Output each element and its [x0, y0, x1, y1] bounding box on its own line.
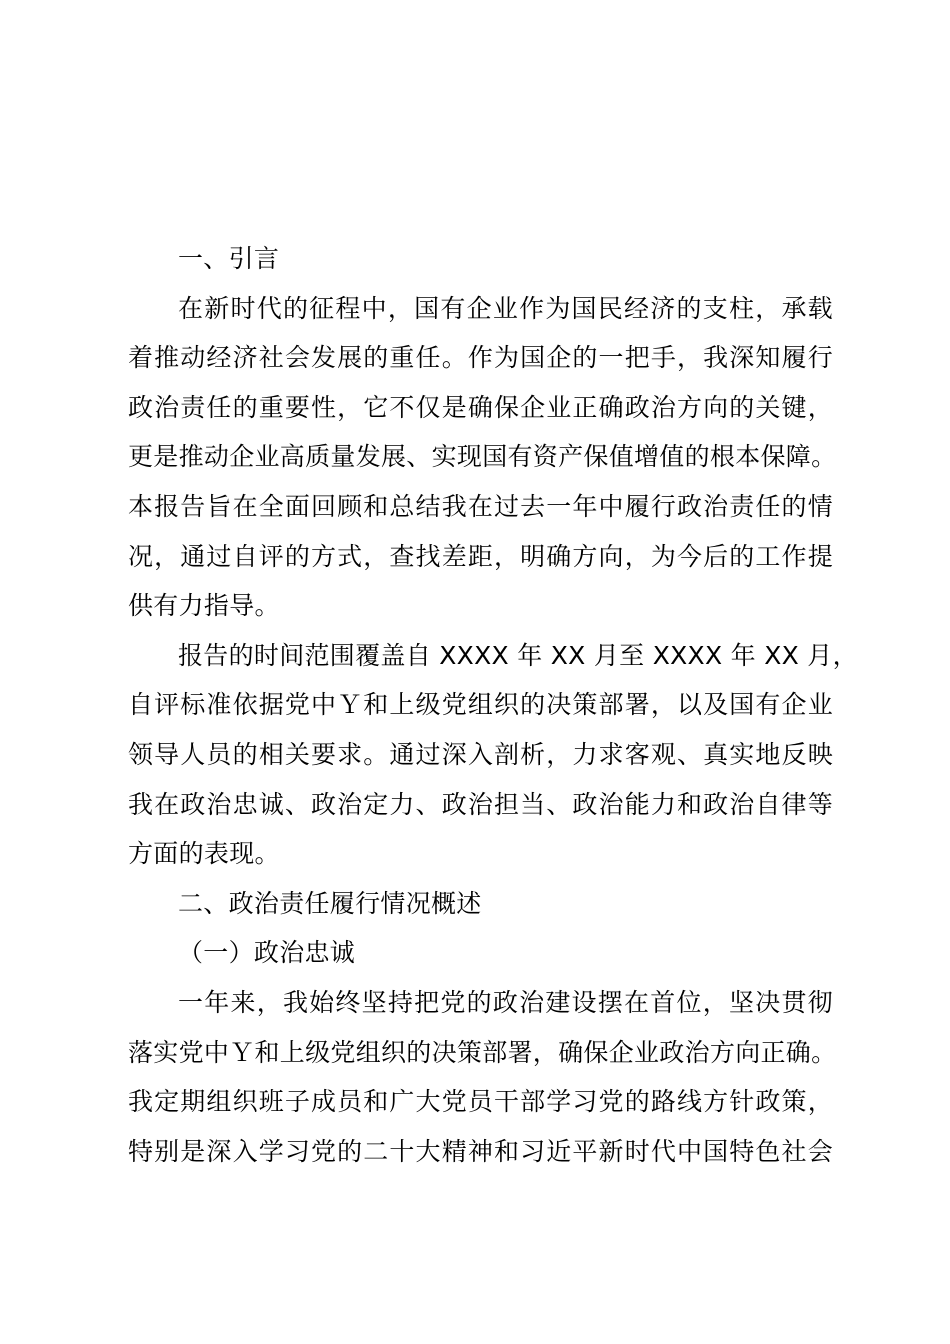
- paragraph-line: 报告的时间范围覆盖自 XXXX 年 XX 月至 XXXX 年 XX 月，: [178, 640, 858, 670]
- paragraph-line: 我定期组织班子成员和广大党员干部学习党的路线方针政策，: [128, 1087, 833, 1117]
- paragraph-line: 供有力指导。: [128, 591, 280, 621]
- document-body: [128, 234, 858, 1176]
- section-heading-overview: 二、政治责任履行情况概述: [178, 888, 482, 918]
- paragraph-line: 更是推动企业高质量发展、实现国有资产保值增值的根本保障。: [128, 442, 837, 472]
- paragraph-line: 本报告旨在全面回顾和总结我在过去一年中履行政治责任的情: [128, 491, 833, 521]
- paragraph-line: 自评标准依据党中Ｙ和上级党组织的决策部署，以及国有企业: [128, 690, 833, 720]
- paragraph-line: 政治责任的重要性，它不仅是确保企业正确政治方向的关键，: [128, 392, 833, 422]
- paragraph-line: 着推动经济社会发展的重任。作为国企的一把手，我深知履行: [128, 343, 833, 373]
- paragraph-line: 特别是深入学习党的二十大精神和习近平新时代中国特色社会: [128, 1136, 833, 1166]
- paragraph-line: 在新时代的征程中，国有企业作为国民经济的支柱，承载: [178, 293, 833, 323]
- paragraph-line: 我在政治忠诚、政治定力、政治担当、政治能力和政治自律等: [128, 789, 833, 819]
- subsection-heading-political-loyalty: （一）政治忠诚: [178, 938, 356, 968]
- paragraph-line: 落实党中Ｙ和上级党组织的决策部署，确保企业政治方向正确。: [128, 1037, 837, 1067]
- section-heading-introduction: 一、引言: [178, 244, 280, 273]
- paragraph-line: 况，通过自评的方式，查找差距，明确方向，为今后的工作提: [128, 541, 833, 571]
- paragraph-line: 领导人员的相关要求。通过深入剖析，力求客观、真实地反映: [128, 739, 833, 769]
- paragraph-line: 方面的表现。: [128, 839, 280, 869]
- paragraph-line: 一年来，我始终坚持把党的政治建设摆在首位，坚决贯彻: [178, 987, 833, 1017]
